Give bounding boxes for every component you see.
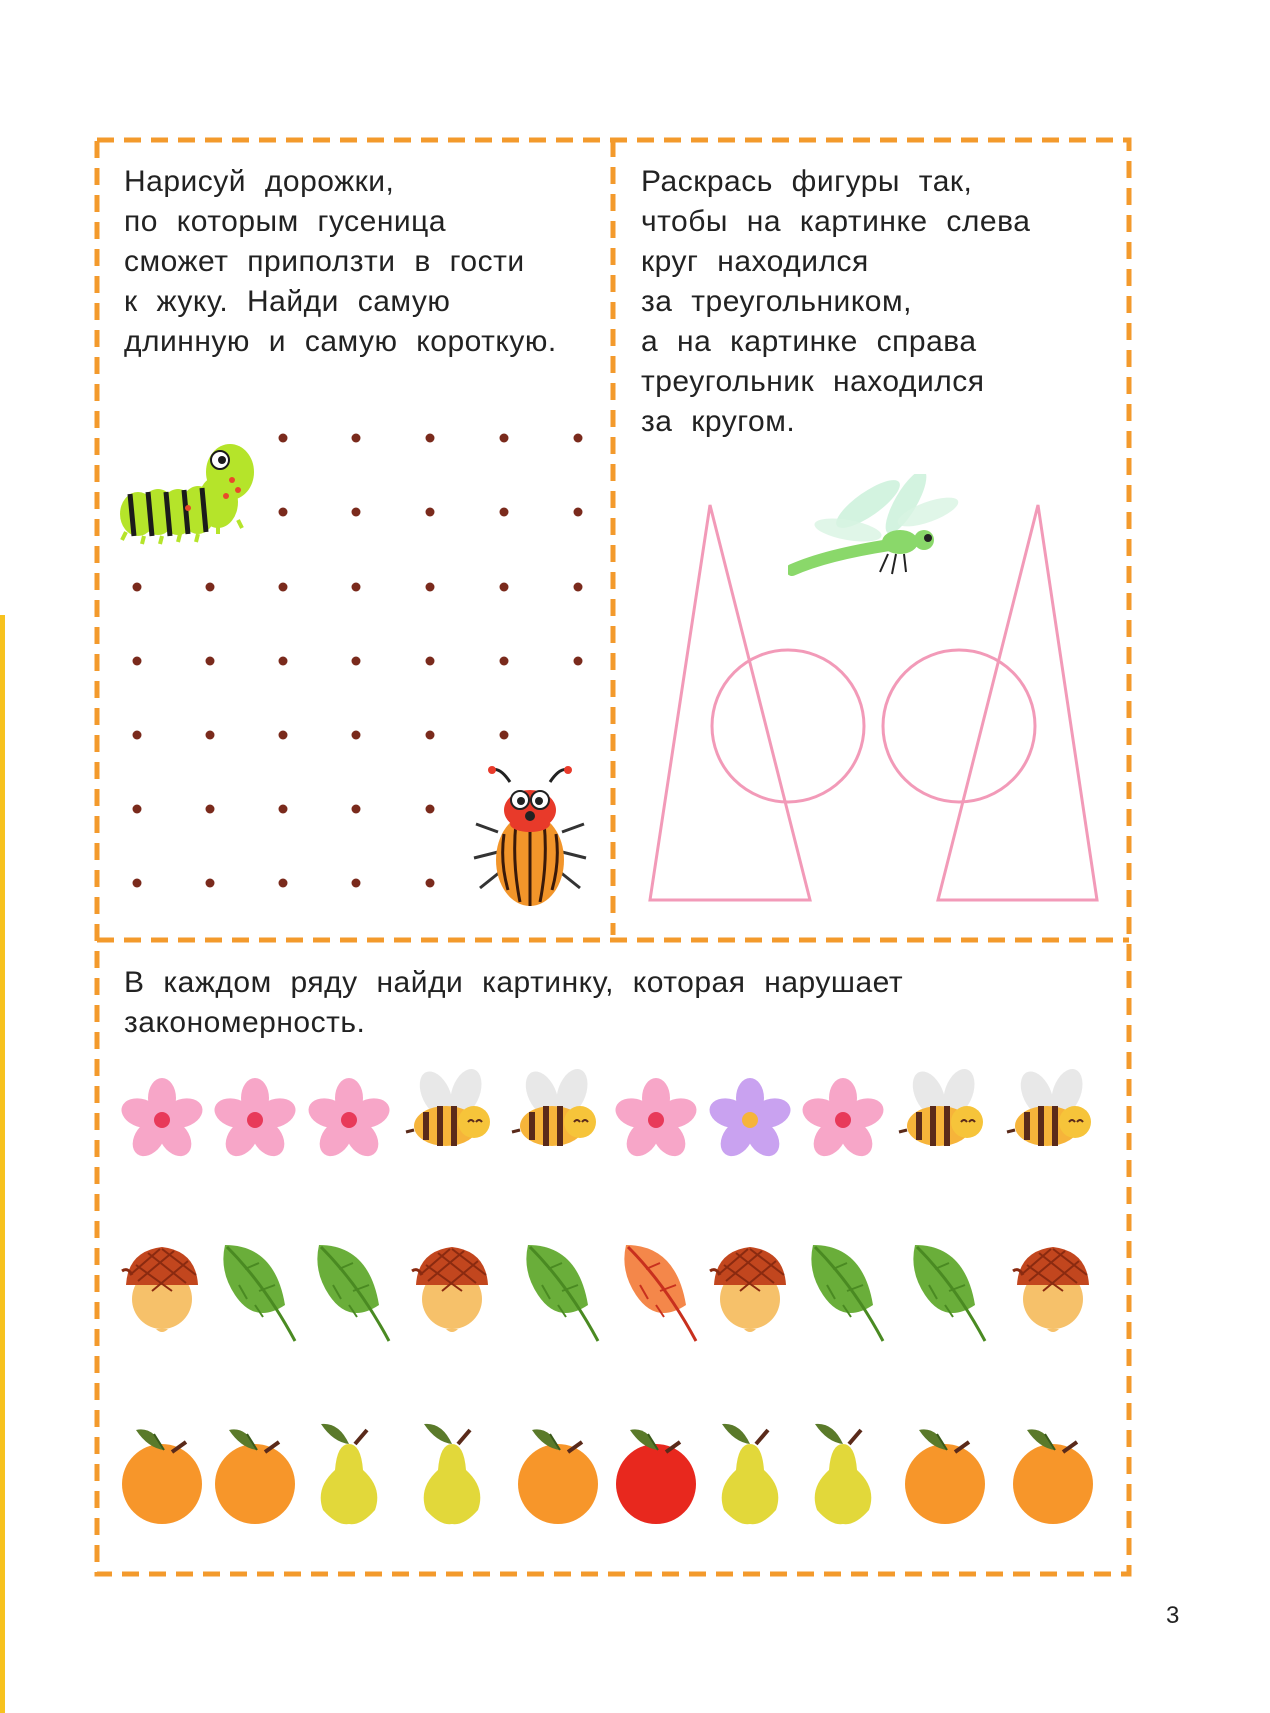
pink-flower-icon[interactable] (305, 1078, 394, 1162)
bee-icon[interactable] (406, 1065, 490, 1146)
text-line: В каждом ряду найди картинку, которая нарушает (124, 966, 904, 999)
green-leaf-icon[interactable] (913, 1245, 985, 1341)
text-line: а на картинке справа (641, 325, 977, 358)
page-number: 3 (1166, 1602, 1180, 1629)
pink-flower-icon[interactable] (799, 1078, 888, 1162)
text-line: сможет приползти в гости (124, 245, 525, 278)
bee-icon[interactable] (512, 1065, 596, 1146)
bee-icon[interactable] (1007, 1065, 1091, 1146)
pink-flower-icon[interactable] (211, 1078, 300, 1162)
pink-flower-icon[interactable] (612, 1078, 701, 1162)
text-line: длинную и самую короткую. (124, 325, 557, 358)
green-leaf-icon[interactable] (811, 1245, 883, 1341)
pear-icon[interactable] (321, 1424, 378, 1524)
orange-icon[interactable] (215, 1429, 295, 1524)
acorn-icon[interactable] (122, 1247, 198, 1332)
text-line: Раскрась фигуры так, (641, 165, 973, 198)
text-line: Нарисуй дорожки, (124, 165, 395, 198)
text-line: чтобы на картинке слева (641, 205, 1031, 238)
text-line: к жуку. Найди самую (124, 285, 451, 318)
acorn-icon[interactable] (412, 1247, 488, 1332)
pear-icon[interactable] (722, 1424, 779, 1524)
bee-icon[interactable] (899, 1065, 983, 1146)
text-line: закономерность. (124, 1006, 366, 1039)
orange-icon[interactable] (1013, 1429, 1093, 1524)
text-line: круг находился (641, 245, 869, 278)
green-leaf-icon[interactable] (223, 1245, 295, 1341)
text-line: за кругом. (641, 405, 796, 438)
orange-icon[interactable] (122, 1429, 202, 1524)
acorn-icon[interactable] (1013, 1247, 1089, 1332)
text-line: треугольник находился (641, 365, 985, 398)
acorn-icon[interactable] (710, 1247, 786, 1332)
pink-flower-icon[interactable] (118, 1078, 207, 1162)
autumn-leaf-icon[interactable] (624, 1245, 696, 1341)
orange-icon[interactable] (518, 1429, 598, 1524)
pear-icon[interactable] (424, 1424, 481, 1524)
pear-icon[interactable] (815, 1424, 872, 1524)
green-leaf-icon[interactable] (526, 1245, 598, 1341)
purple-flower-icon[interactable] (706, 1078, 795, 1162)
red-apple-icon[interactable] (616, 1429, 696, 1524)
text-line: за треугольником, (641, 285, 912, 318)
text-line: по которым гусеница (124, 205, 447, 238)
orange-icon[interactable] (905, 1429, 985, 1524)
green-leaf-icon[interactable] (317, 1245, 389, 1341)
